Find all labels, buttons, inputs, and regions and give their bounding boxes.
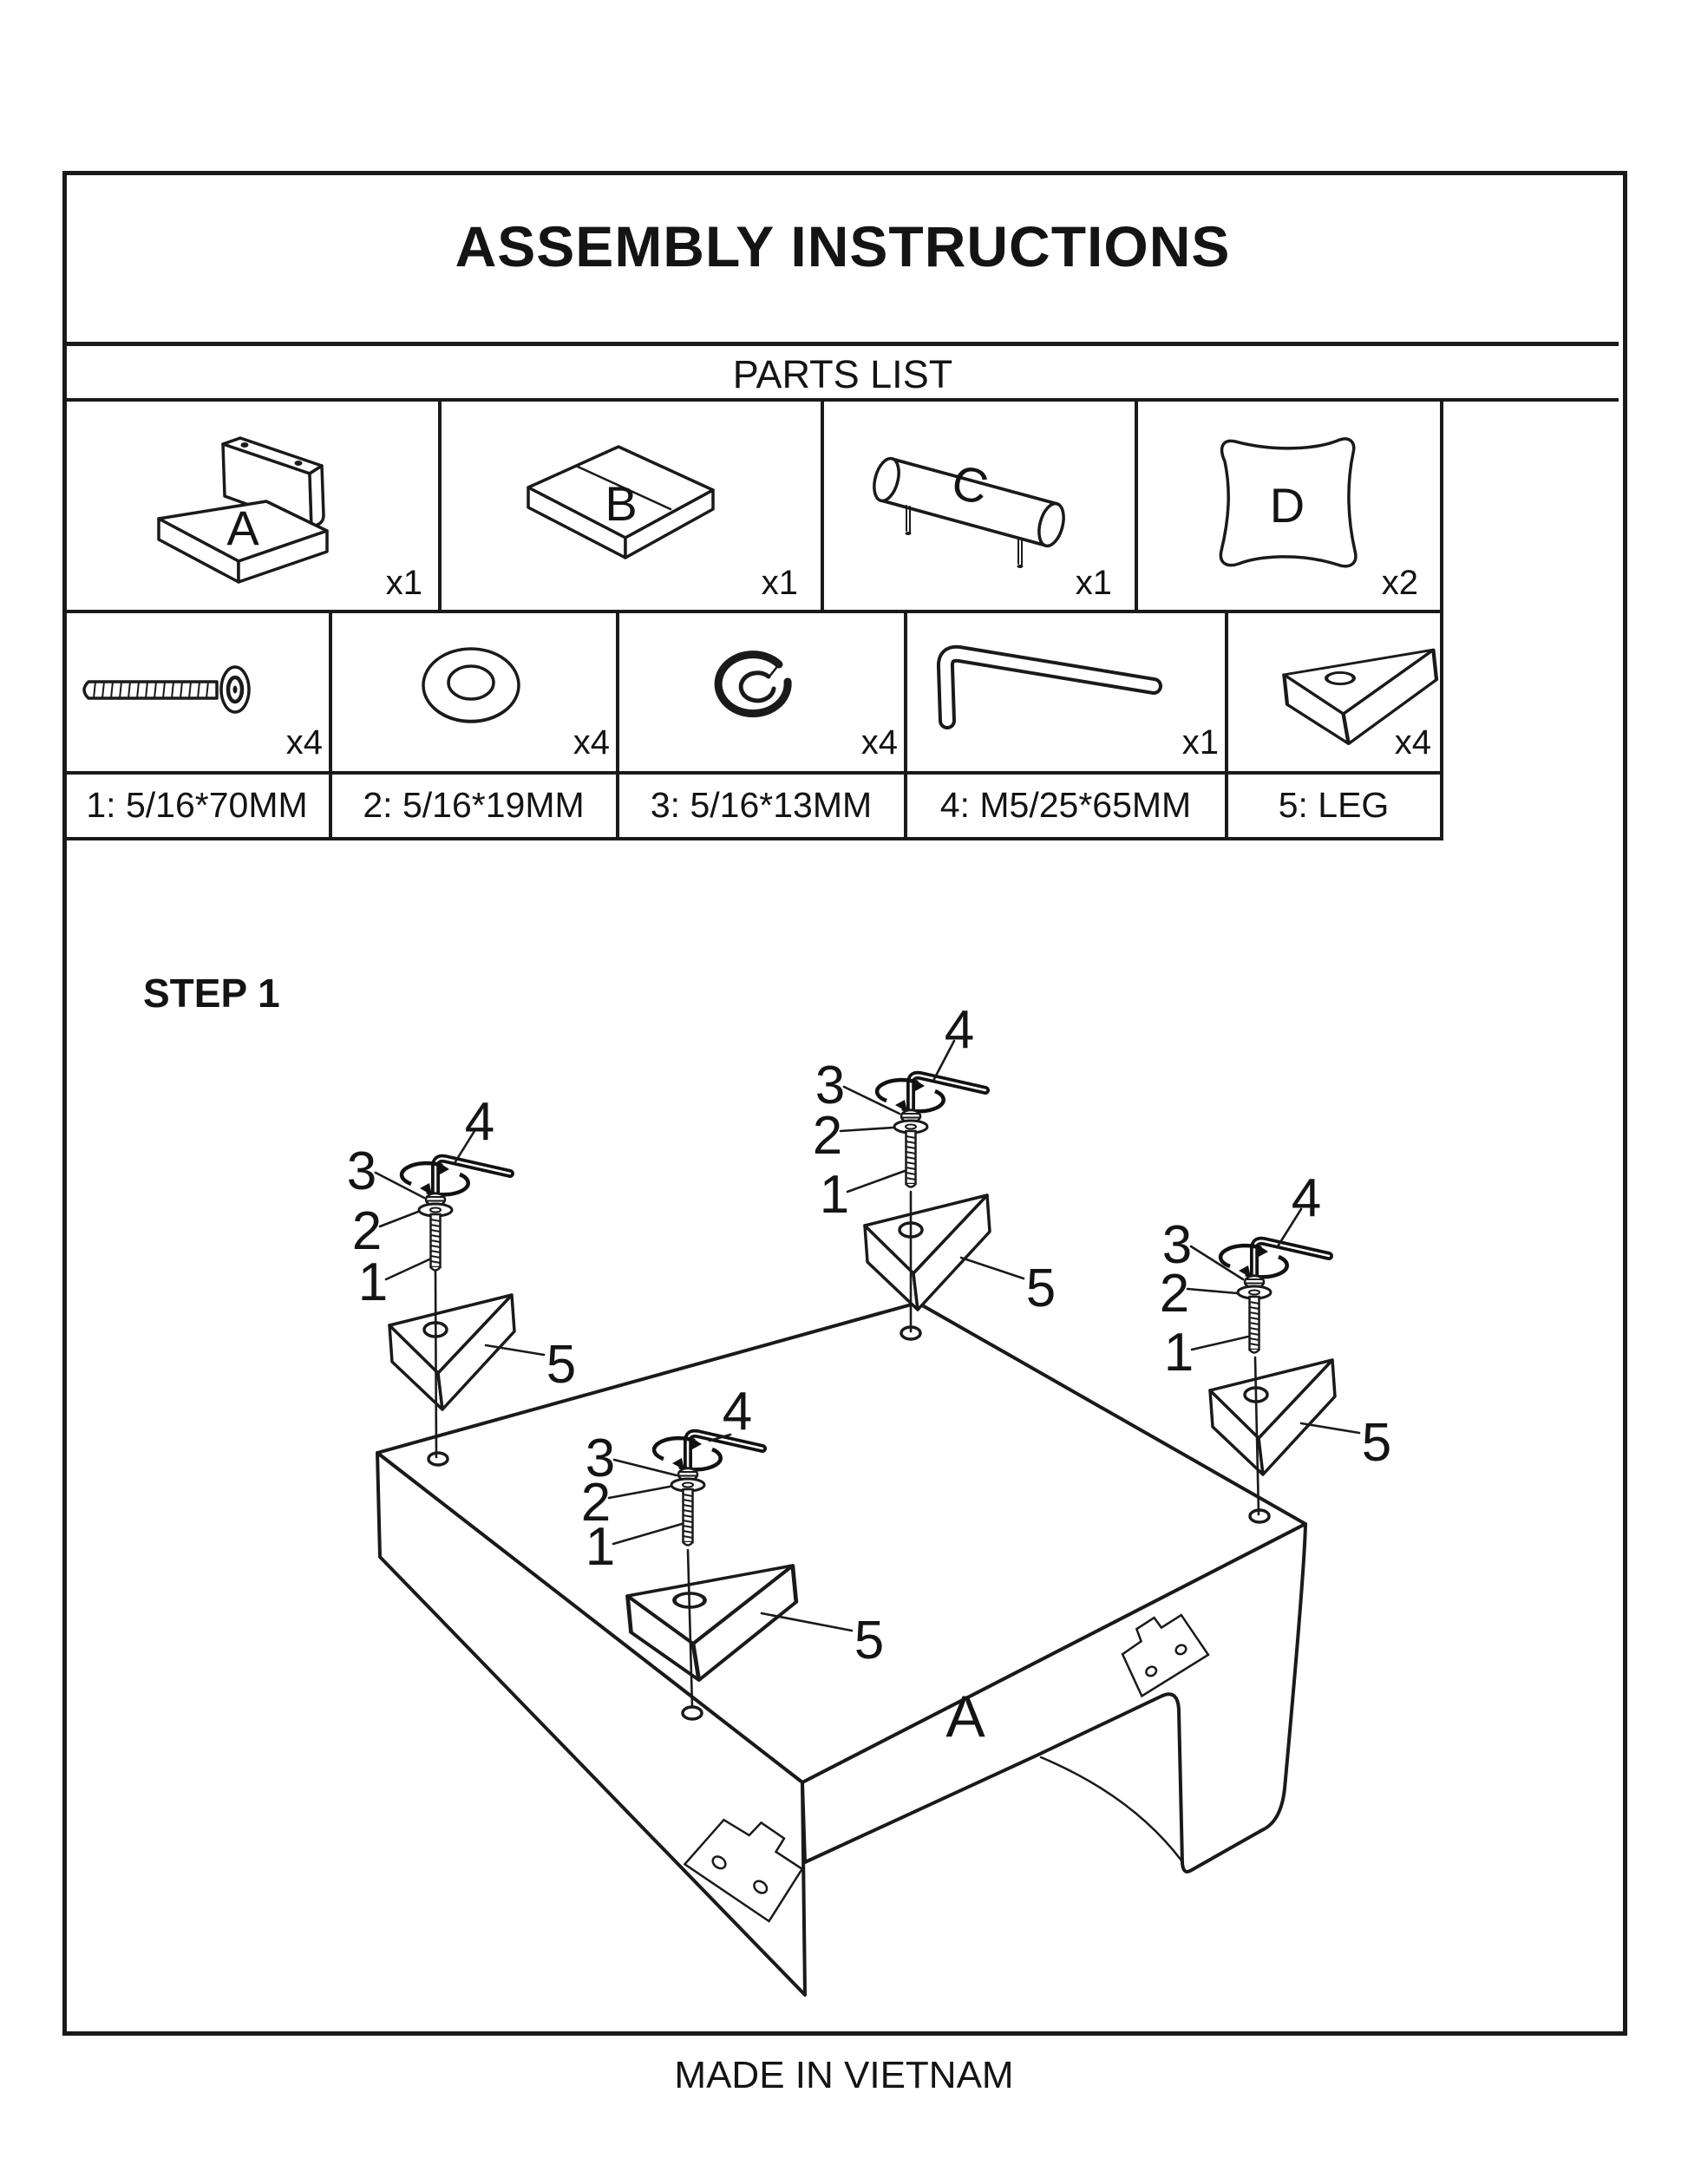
callout-leg: 5 bbox=[854, 1611, 885, 1671]
callout-flat-washer: 2 bbox=[351, 1201, 383, 1261]
part-d-letter: D bbox=[1269, 478, 1305, 533]
callout-bolt: 1 bbox=[585, 1517, 616, 1577]
bolt-head-socket bbox=[233, 686, 238, 694]
callout-allen-key: 4 bbox=[464, 1092, 495, 1152]
callout-lock-washer: 3 bbox=[815, 1056, 846, 1115]
hw-allenkey-quantity: x1 bbox=[1181, 723, 1219, 762]
hardware-stack-right bbox=[1220, 1241, 1329, 1353]
callout-leg: 5 bbox=[1025, 1259, 1057, 1318]
leader-bolt bbox=[847, 1171, 905, 1192]
pin-2-foot bbox=[1017, 565, 1024, 568]
hardware-stack-back-left bbox=[402, 1159, 510, 1271]
leader-lock-washer bbox=[376, 1173, 424, 1198]
hw-leg-quantity: x4 bbox=[1394, 723, 1431, 762]
base-part-letter: A bbox=[945, 1684, 985, 1749]
callout-allen-key: 4 bbox=[944, 1000, 975, 1060]
callout-flat-washer: 2 bbox=[1159, 1264, 1190, 1324]
part-a-letter: A bbox=[226, 500, 259, 555]
callout-leg: 5 bbox=[546, 1335, 577, 1395]
axis-line-back-left bbox=[435, 1272, 436, 1457]
callout-bolt: 1 bbox=[1163, 1323, 1194, 1383]
hw-washer-quantity: x4 bbox=[572, 723, 610, 762]
lockwasher-outer-coil bbox=[718, 655, 788, 714]
hw-bolt-label: 1: 5/16*70MM bbox=[86, 785, 308, 825]
arch-inner-depth-edge bbox=[1041, 1757, 1181, 1860]
callout-bolt: 1 bbox=[357, 1252, 389, 1312]
part-c-quantity: x1 bbox=[1075, 564, 1112, 602]
backrest-end bbox=[310, 466, 324, 527]
callout-lock-washer: 3 bbox=[346, 1141, 377, 1201]
part-d-icon bbox=[1220, 439, 1356, 566]
leader-lock-washer bbox=[1191, 1246, 1243, 1279]
part-b-quantity: x1 bbox=[761, 564, 798, 602]
part-a-quantity: x1 bbox=[385, 564, 422, 602]
part-a-icon bbox=[159, 438, 327, 582]
leader-flat-washer bbox=[1187, 1289, 1237, 1293]
leader-bolt bbox=[1192, 1337, 1248, 1350]
hw-washer-label: 2: 5/16*19MM bbox=[363, 785, 585, 825]
leader-leg bbox=[1301, 1423, 1359, 1433]
leg-back-left bbox=[389, 1295, 514, 1409]
base-hole-front-left bbox=[683, 1707, 702, 1719]
hw-lockwasher-icon bbox=[718, 655, 788, 714]
callout-allen-key: 4 bbox=[1291, 1168, 1322, 1228]
leader-lock-washer bbox=[844, 1087, 900, 1114]
part-b-letter: B bbox=[605, 476, 638, 531]
base-hole-back-left bbox=[429, 1453, 448, 1465]
pin-2 bbox=[1018, 538, 1022, 565]
part-c-icon bbox=[870, 454, 1068, 568]
hw-allenkey-label: 4: M5/25*65MM bbox=[939, 785, 1192, 825]
hw-lockwasher-label: 3: 5/16*13MM bbox=[650, 785, 873, 825]
hw-leg-icon bbox=[1284, 650, 1436, 743]
leader-flat-washer bbox=[841, 1128, 893, 1131]
lockwasher-split bbox=[769, 664, 779, 677]
hw-bolt-quantity: x4 bbox=[285, 723, 323, 762]
backrest-hole-1 bbox=[241, 442, 249, 448]
leg-right bbox=[1210, 1360, 1335, 1475]
callout-lock-washer: 3 bbox=[1161, 1215, 1193, 1275]
part-c-letter: C bbox=[946, 454, 994, 515]
hw-washer-icon bbox=[423, 649, 519, 722]
page-title: ASSEMBLY INSTRUCTIONS bbox=[455, 214, 1231, 278]
callout-bolt: 1 bbox=[819, 1165, 850, 1225]
hw-leg-label: 5: LEG bbox=[1278, 785, 1390, 825]
leader-bolt bbox=[386, 1259, 429, 1279]
footer-origin: MADE IN VIETNAM bbox=[674, 2054, 1014, 2096]
pin-1-foot bbox=[906, 532, 912, 535]
leader-leg bbox=[961, 1258, 1024, 1278]
pin-1 bbox=[906, 506, 910, 532]
callout-flat-washer: 2 bbox=[812, 1106, 843, 1166]
hw-allenkey-icon bbox=[945, 654, 1154, 721]
callout-lock-washer: 3 bbox=[585, 1429, 616, 1488]
leader-flat-washer bbox=[380, 1212, 418, 1226]
part-b-icon bbox=[528, 447, 713, 558]
callout-allen-key: 4 bbox=[722, 1382, 753, 1442]
hw-bolt-icon bbox=[84, 667, 249, 712]
hardware-stack-back bbox=[877, 1076, 985, 1187]
backrest-hole-2 bbox=[295, 461, 303, 466]
step1-heading: STEP 1 bbox=[143, 971, 280, 1016]
callout-flat-washer: 2 bbox=[580, 1473, 612, 1533]
hw-lockwasher-quantity: x4 bbox=[860, 723, 898, 762]
parts-list-heading: PARTS LIST bbox=[732, 352, 953, 396]
part-d-quantity: x2 bbox=[1381, 564, 1418, 602]
callout-leg: 5 bbox=[1361, 1413, 1392, 1473]
leg-back bbox=[865, 1195, 990, 1310]
seat-base-drawing bbox=[377, 1303, 1305, 1995]
